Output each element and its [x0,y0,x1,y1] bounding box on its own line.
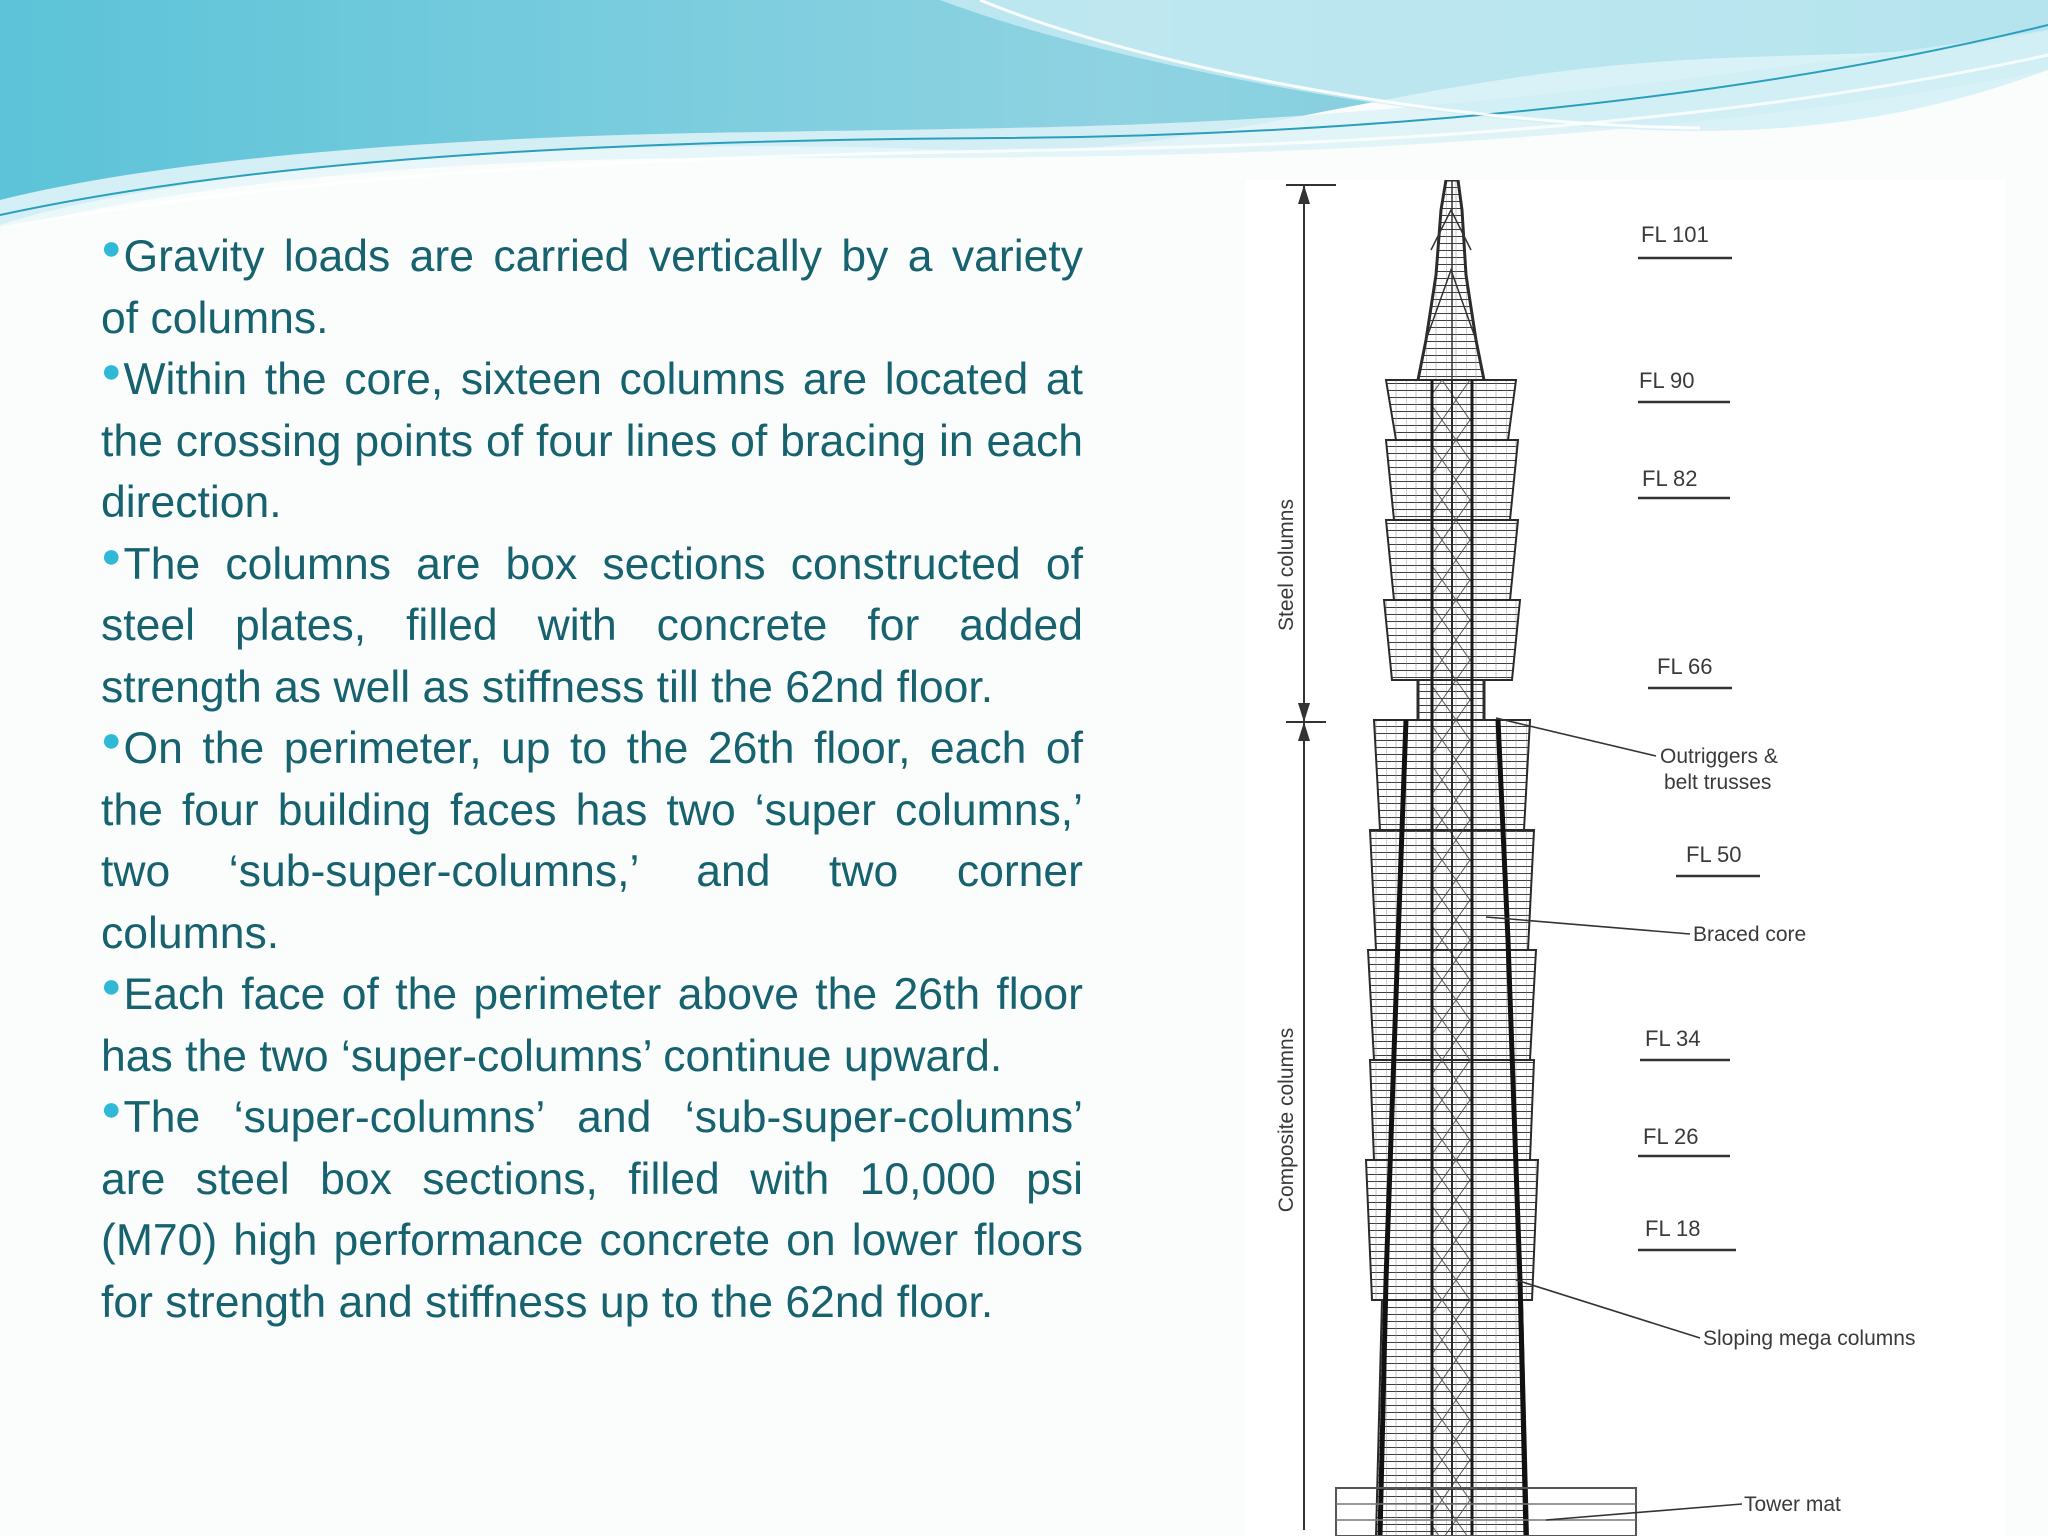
floor-label-66: FL 66 [1657,654,1713,679]
tower-mat-callout: Tower mat [1744,1493,1841,1516]
bullet-item: ●The columns are box sections constructed of steel plates, filled with concrete for added strength as well as stiffness till the 62nd floor. [101,536,1083,712]
composite-columns-label: Composite columns [1275,1027,1298,1213]
outriggers-callout-line2: belt trusses [1664,771,1772,794]
sloping-mega-columns-callout: Sloping mega columns [1703,1327,1916,1350]
bullet-item: ●Within the core, sixteen columns are located at the crossing points of four lines of bracing in each direction. [101,352,1083,527]
bullet-text: Each face of the perimeter above the 26th floor has the two ‘super-columns’ continue upward. [101,970,1083,1081]
tower-elevation-diagram [1246,180,2006,1536]
outriggers-callout-line1: Outriggers & [1660,745,1778,768]
bullet-text: Within the core, sixteen columns are located at the crossing points of four lines of bracing in each direction. [101,355,1083,527]
bullet-item: ●The ‘super-columns’ and ‘sub-super-columns’ are steel box sections, filled with 10,000 psi (M70) high performance concrete on lower floors for strength and stiffness up to the 62nd floor. [101,1090,1083,1327]
bullet-item: ●Each face of the perimeter above the 26th floor has the two ‘super-columns’ continue upward. [101,967,1083,1081]
bullet-text: On the perimeter, up to the 26th floor, each of the four building faces has two ‘super columns,’ two ‘sub-super-columns,’ and two corner columns. [101,724,1083,958]
floor-label-26: FL 26 [1643,1124,1699,1149]
floor-label-18: FL 18 [1645,1216,1701,1241]
floor-label-34: FL 34 [1645,1026,1701,1051]
floor-label-82: FL 82 [1642,466,1698,491]
braced-core-callout: Braced core [1693,923,1807,946]
bullet-text: Gravity loads are carried vertically by a variety of columns. [101,232,1083,343]
bullet-item: ●Gravity loads are carried vertically by a variety of columns. [101,229,1083,343]
floor-label-90: FL 90 [1639,368,1695,393]
bullet-text: The ‘super-columns’ and ‘sub-super-columns’ are steel box sections, filled with 10,000 psi (M70) high performance concrete on lower floors for strength and stiffness up to the 62nd floor. [101,1093,1083,1327]
bullet-item: ●On the perimeter, up to the 26th floor, each of the four building faces has two ‘super columns,’ two ‘sub-super-columns,’ and two corner columns. [101,721,1083,958]
steel-columns-label: Steel columns [1275,499,1298,631]
bullet-list [101,226,1083,1333]
floor-labels [1638,222,1760,1250]
dimension-lines [1286,185,1336,1530]
floor-label-101: FL 101 [1641,222,1709,247]
tower-diagram-panel [1246,180,2006,1536]
braced-core [1432,380,1472,1536]
bullet-text: The columns are box sections constructed of steel plates, filled with concrete for added strength as well as stiffness till the 62nd floor. [101,539,1083,712]
floor-label-50: FL 50 [1686,842,1742,867]
